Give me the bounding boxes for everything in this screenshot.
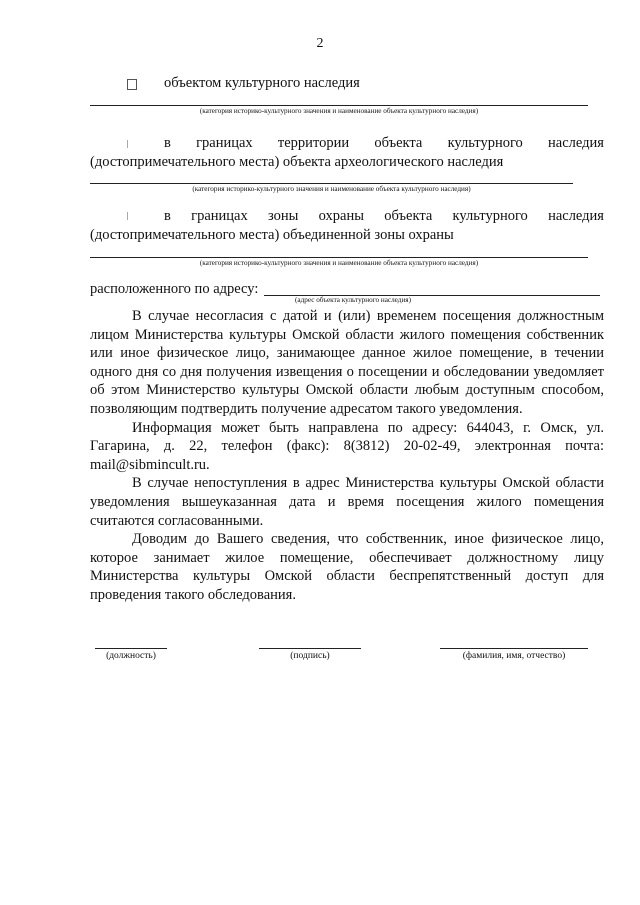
option-word: культурного (452, 208, 528, 224)
address-label: расположенного по адресу: (90, 281, 259, 297)
full-name-caption: (фамилия, имя, отчество) (462, 651, 566, 661)
address-caption: (адрес объекта культурного наследия) (295, 296, 411, 304)
option-line-2: (достопримечательного места) объекта археологического наследия (90, 154, 504, 170)
option-word: охраны (318, 208, 364, 224)
blank-line-object[interactable] (90, 105, 588, 106)
paragraph-contact-info: Информация может быть направлена по адресу: 644043, г. Омск, ул. Гагарина, д. 22, телефон (факс): 8(3812) 20-02-49, электронная почта: mail@sibmincult.ru. (90, 419, 604, 473)
option-protection-zone (90, 208, 604, 244)
blank-line-zone[interactable] (90, 257, 588, 258)
option-word: наследия (548, 135, 604, 151)
blank-line-territory[interactable] (90, 183, 573, 184)
position-caption: (должность) (106, 651, 156, 661)
paragraph-non-receipt: В случае непоступления в адрес Министерства культуры Омской области уведомления вышеуказанная дата и время посещения жилого помещения считаются согласованными. (90, 475, 604, 529)
checkbox-cultural-heritage-object[interactable] (127, 79, 137, 90)
signature-caption: (подпись) (290, 651, 330, 661)
signature-line[interactable] (259, 648, 361, 649)
caption-object: (категория историко-культурного значения и наименование объекта культурного наследия) (199, 107, 479, 115)
option-word: зоны (268, 208, 299, 224)
option-word: границах (196, 135, 253, 151)
paragraph-disagreement: В случае несогласия с датой и (или) временем посещения должностным лицом Министерства культуры Омской области жилого помещения собственник или иное физическое лицо, занимающее данное жилое помещение, в течении одного дня со дня получения извещения о посещении и обследовании уведомляет об этом Министерство культуры Омской области любым доступным способом, позволяющим подтвердить получение адресатом такого уведомления. (90, 308, 604, 417)
caption-territory: (категория историко-культурного значения и наименование объекта культурного наследия) (192, 185, 471, 193)
option-word: границах (191, 208, 248, 224)
option-word: культурного (447, 135, 523, 151)
position-line[interactable] (95, 648, 167, 649)
option-word: объекта (374, 135, 423, 151)
caption-zone: (категория историко-культурного значения и наименование объекта культурного наследия) (199, 259, 479, 267)
option-word: наследия (548, 208, 604, 224)
option-word: в (164, 208, 171, 224)
option-word: в (164, 135, 171, 151)
body-text (90, 307, 604, 605)
option-word: территории (277, 135, 350, 151)
full-name-line[interactable] (440, 648, 588, 649)
option-line-2: (достопримечательного места) объединенной зоны охраны (90, 227, 454, 243)
paragraph-access: Доводим до Вашего сведения, что собственник, иное физическое лицо, которое занимает жилое помещение, обеспечивает должностному лицу Министерства культуры Омской области беспрепятственный доступ для проведения такого обследования. (90, 531, 604, 603)
option-cultural-heritage-object-label: объектом культурного наследия (164, 75, 360, 91)
option-archaeological-territory (90, 135, 604, 171)
option-word: объекта (384, 208, 433, 224)
page-number: 2 (316, 36, 324, 51)
